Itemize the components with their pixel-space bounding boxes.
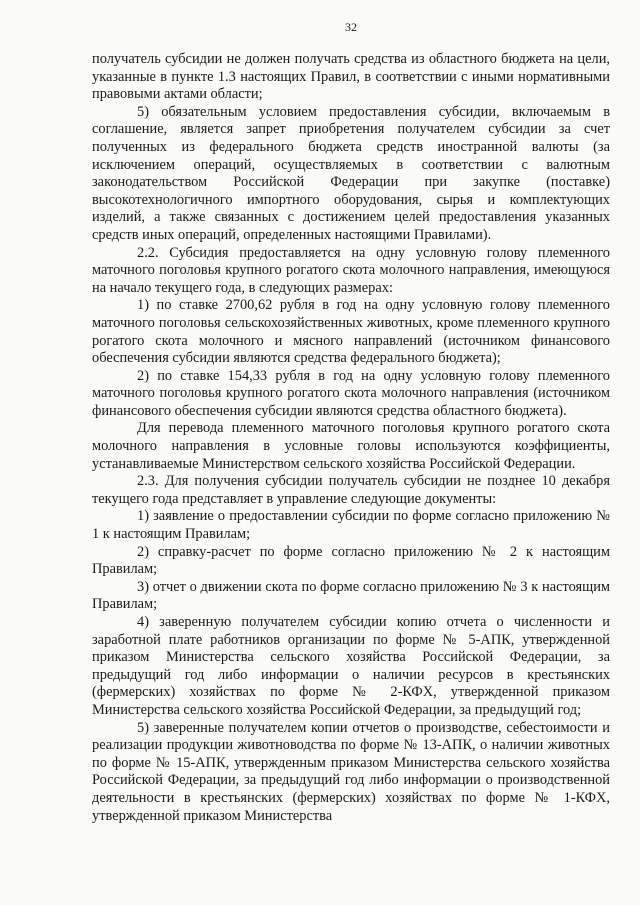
paragraph-doc-calculation: 2) справку-расчет по форме согласно приложению № 2 к настоящим Правилам; [92, 543, 610, 578]
paragraph-doc-livestock-report: 3) отчет о движении скота по форме согласно приложению № 3 к настоящим Правилам; [92, 578, 610, 613]
page-number: 32 [345, 20, 357, 34]
paragraph-doc-staff-report: 4) заверенную получателем субсидии копию отчета о численности и заработной плате работников организации по форме № 5-АПК, утвержденной приказом Министерства сельского хозяйства Российской Федерации, за предыдущий год либо информации о наличии ресурсов в крестьянских (фермерских) хозяйствах по форме № 2-КФХ, утвержденной приказом Министерства сельского хозяйства Российской Федерации, за предыдущий год; [92, 614, 610, 718]
paragraph-continuation: получатель субсидии не должен получать средства из областного бюджета на цели, указанные в пункте 1.3 настоящих Правил, в соответствии с иными нормативными правовыми актами области; [92, 51, 610, 103]
paragraph-rate-regional: 2) по ставке 154,33 рубля в год на одну условную голову племенного маточного поголовья крупного рогатого скота молочного направления (источником финансового обеспечения субсидии являются средства областного бюджета). [92, 367, 610, 419]
paragraph-doc-production-reports: 5) заверенные получателем копии отчетов о производстве, себестоимости и реализации продукции животноводства по форме № 13-АПК, о наличии животных по форме № 15-АПК, утвержденным приказом Министерства сельского хозяйства Российской Федерации, за предыдущий год либо информации о производственной деятельности в крестьянских (фермерских) хозяйствах по форме № 1-КФХ, утвержденной приказом Министерства [92, 719, 610, 824]
paragraph-rate-federal: 1) по ставке 2700,62 рубля в год на одну условную голову племенного маточного поголовья сельскохозяйственных животных, кроме племенного крупного рогатого скота молочного и мясного направлений (источником финансового обеспечения субсидии являются средства федерального бюджета); [92, 297, 610, 367]
paragraph-conversion-coefficients: Для перевода племенного маточного поголовья крупного рогатого скота молочного направления в условные головы используются коэффициенты, устанавливаемые Министерством сельского хозяйства Российской Федерации. [92, 420, 610, 472]
paragraph-doc-application: 1) заявление о предоставлении субсидии по форме согласно приложению № 1 к настоящим Правилам; [92, 508, 610, 543]
paragraph-2-3-documents: 2.3. Для получения субсидии получатель субсидии не позднее 10 декабря текущего года представляет в управление следующие документы: [92, 473, 610, 507]
paragraph-item-5-currency-ban: 5) обязательным условием предоставления субсидии, включаемым в соглашение, является запрет приобретения получателем субсидии за счет полученных из федерального бюджета средств иностранной валюты (за исключением операций, осуществляемых в соответствии с валютным законодательством Российской Федерации при закупке (поставке) высокотехнологичного импортного оборудования, сырья и комплектующих изделий, а также связанных с достижением целей предоставления указанных средств иных операций, определенных настоящими Правилами). [92, 103, 610, 243]
paragraph-2-2-subsidy-rates: 2.2. Субсидия предоставляется на одну условную голову племенного маточного поголовья крупного рогатого скота молочного направления, имеющуюся на начало текущего года, в следующих размерах: [92, 244, 610, 296]
